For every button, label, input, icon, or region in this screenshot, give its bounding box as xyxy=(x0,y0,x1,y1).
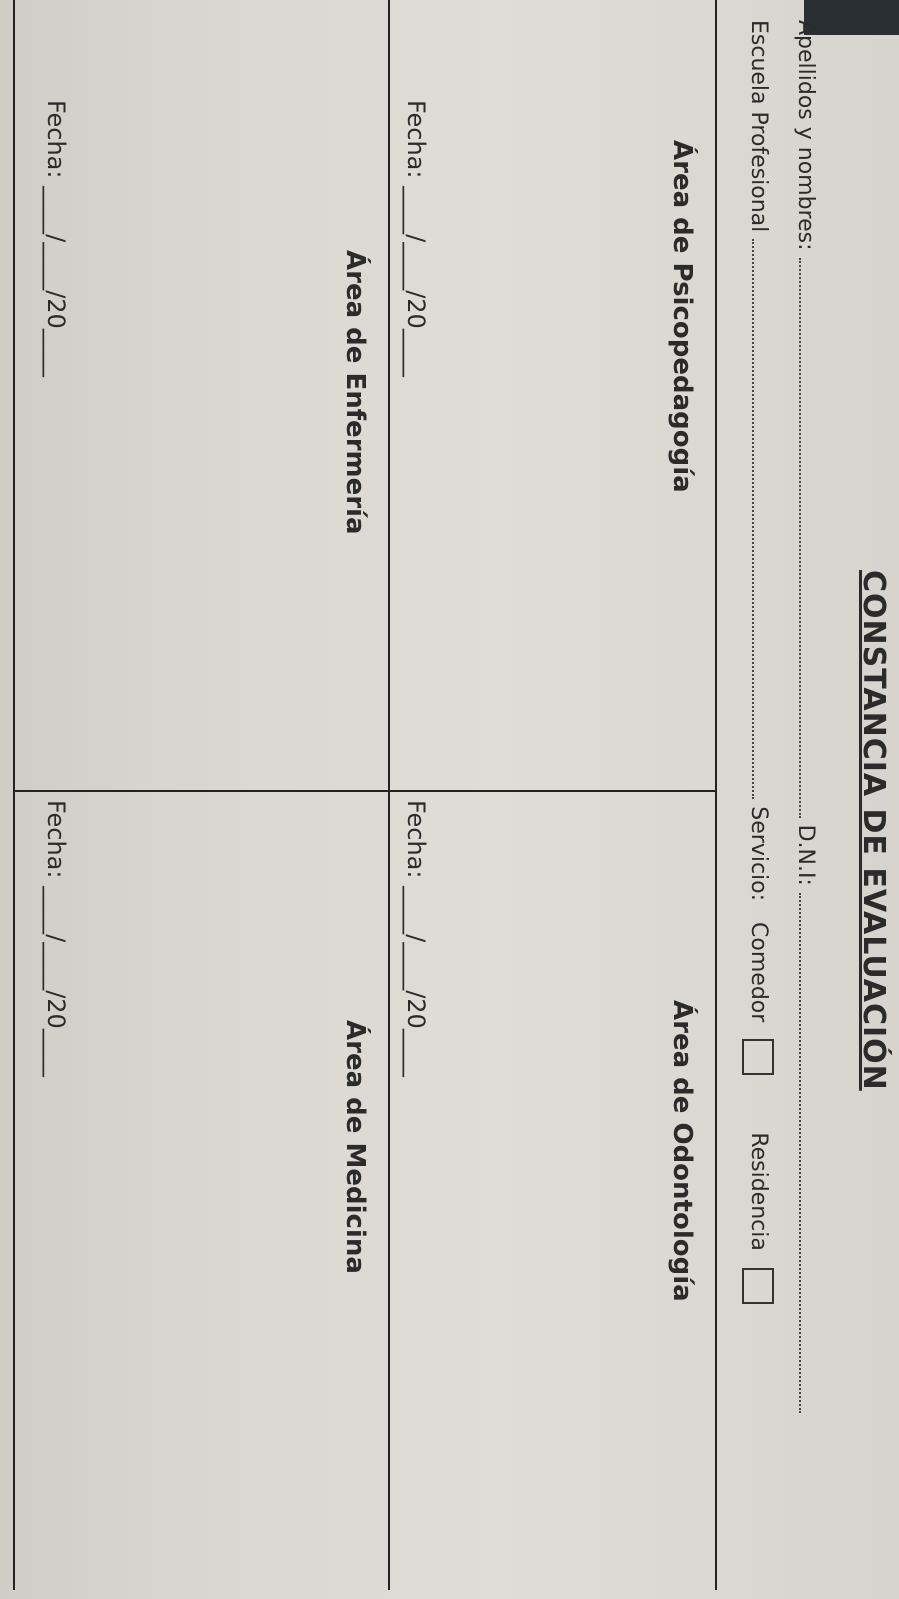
fecha-label: Fecha: xyxy=(42,800,70,879)
name-row xyxy=(793,20,819,1413)
date-field[interactable]: ____/____/20____ xyxy=(402,186,430,377)
date-field[interactable]: ____/____/20____ xyxy=(42,886,70,1077)
area-date xyxy=(402,800,430,1077)
school-label: Escuela Profesional xyxy=(746,20,771,233)
area-title: Área de Odontología xyxy=(667,1000,697,1302)
area-title: Área de Psicopedagogía xyxy=(667,140,697,493)
dni-label: D.N.I: xyxy=(793,824,818,886)
date-field[interactable]: ____/____/20____ xyxy=(42,186,70,377)
option-residencia-label: Residencia xyxy=(746,1132,771,1251)
date-field[interactable]: ____/____/20____ xyxy=(402,886,430,1077)
area-title: Área de Enfermería xyxy=(340,250,370,535)
school-field[interactable] xyxy=(752,239,772,799)
school-row xyxy=(742,20,774,1314)
option-comedor-label: Comedor xyxy=(746,922,771,1023)
area-date xyxy=(42,800,70,1077)
dni-field[interactable] xyxy=(799,893,819,1413)
fecha-label: Fecha: xyxy=(402,800,430,879)
residencia-checkbox[interactable] xyxy=(742,1268,774,1304)
name-field[interactable] xyxy=(799,258,819,818)
area-date xyxy=(42,100,70,377)
service-label: Servicio: xyxy=(746,806,771,902)
comedor-checkbox[interactable] xyxy=(742,1039,774,1075)
grid-divider-horizontal xyxy=(388,0,390,1590)
areas-grid xyxy=(13,0,717,1590)
fecha-label: Fecha: xyxy=(402,100,430,179)
area-title: Área de Medicina xyxy=(340,1020,370,1274)
name-label: Apellidos y nombres: xyxy=(793,20,818,251)
page-title: CONSTANCIA DE EVALUACIÓN xyxy=(856,570,891,1091)
area-date xyxy=(402,100,430,377)
grid-divider-vertical xyxy=(15,790,715,792)
fecha-label: Fecha: xyxy=(42,100,70,179)
